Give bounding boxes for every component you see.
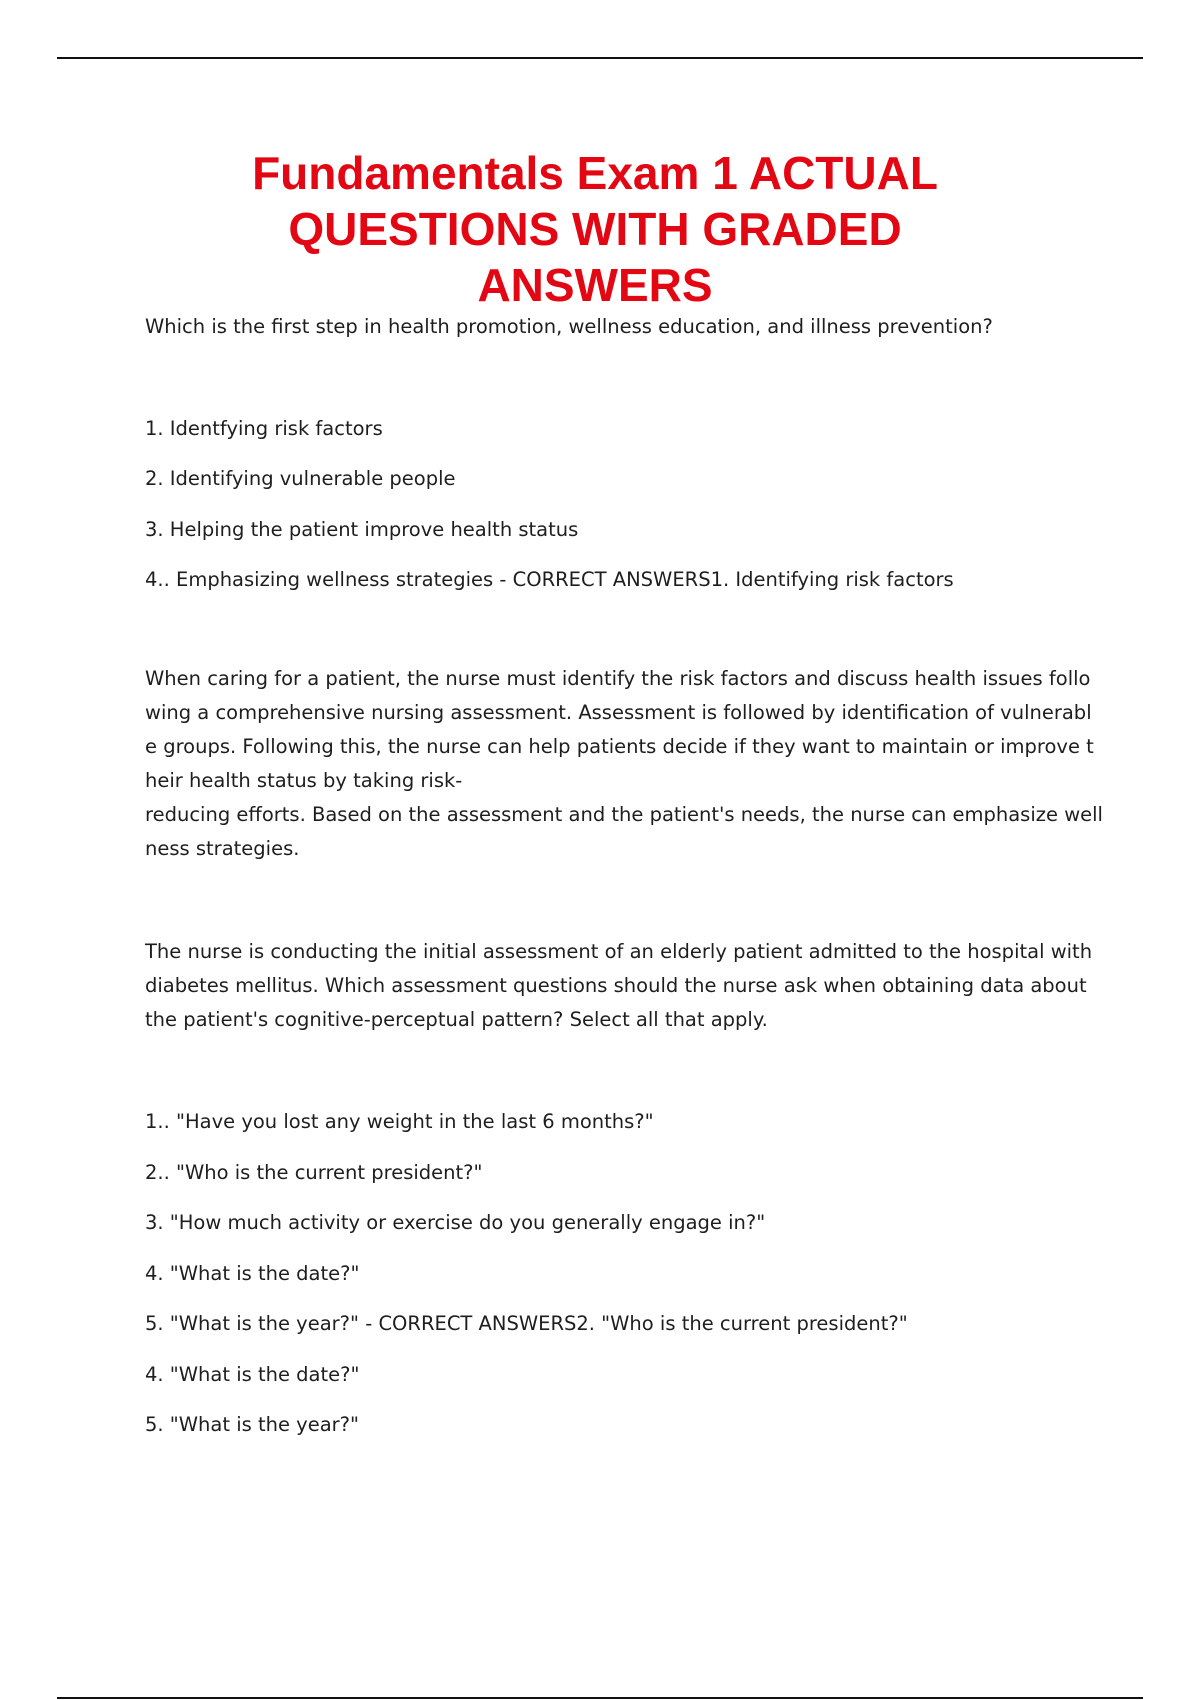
q2-option-3: 3. "How much activity or exercise do you generally engage in?" [145,1211,766,1234]
q2-question-line: diabetes mellitus. Which assessment questions should the nurse ask when obtaining data about [145,974,1087,997]
title-line-3: ANSWERS [477,259,713,311]
title-line-1: Fundamentals Exam 1 ACTUAL [252,147,938,199]
q1-rationale-line: ness strategies. [145,837,300,860]
q1-rationale-line: When caring for a patient, the nurse must identify the risk factors and discuss health issues follo [145,667,1091,690]
q1-option-2: 2. Identifying vulnerable people [145,467,456,490]
q2-answer-5: 5. "What is the year?" [145,1413,360,1436]
q2-question [145,935,1095,1037]
title-line-2: QUESTIONS WITH GRADED [288,203,902,255]
q2-answer-4: 4. "What is the date?" [145,1363,360,1386]
q2-question-line: The nurse is conducting the initial assessment of an elderly patient admitted to the hospital with [145,940,1093,963]
bottom-rule [57,1697,1143,1699]
q2-option-4: 4. "What is the date?" [145,1262,360,1285]
q1-option-4-answer: 4.. Emphasizing wellness strategies - CORRECT ANSWERS1. Identifying risk factors [145,568,954,591]
top-rule [57,57,1143,59]
q1-rationale [145,662,1103,866]
q2-option-1: 1.. "Have you lost any weight in the last 6 months?" [145,1110,654,1133]
q1-option-3: 3. Helping the patient improve health status [145,518,579,541]
q1-question: Which is the first step in health promotion, wellness education, and illness prevention? [145,315,993,338]
document-title [200,145,990,313]
q1-option-1: 1. Identfying risk factors [145,417,383,440]
q1-rationale-line: heir health status by taking risk- [145,769,463,792]
q2-option-2: 2.. "Who is the current president?" [145,1161,483,1184]
q2-option-5-answer: 5. "What is the year?" - CORRECT ANSWERS2. "Who is the current president?" [145,1312,908,1335]
q2-question-line: the patient's cognitive-perceptual pattern? Select all that apply. [145,1008,768,1031]
q1-rationale-line: reducing efforts. Based on the assessment and the patient's needs, the nurse can emphasize well [145,803,1103,826]
q1-rationale-line: wing a comprehensive nursing assessment. Assessment is followed by identification of vulnerabl [145,701,1092,724]
q1-rationale-line: e groups. Following this, the nurse can help patients decide if they want to maintain or improve t [145,735,1094,758]
